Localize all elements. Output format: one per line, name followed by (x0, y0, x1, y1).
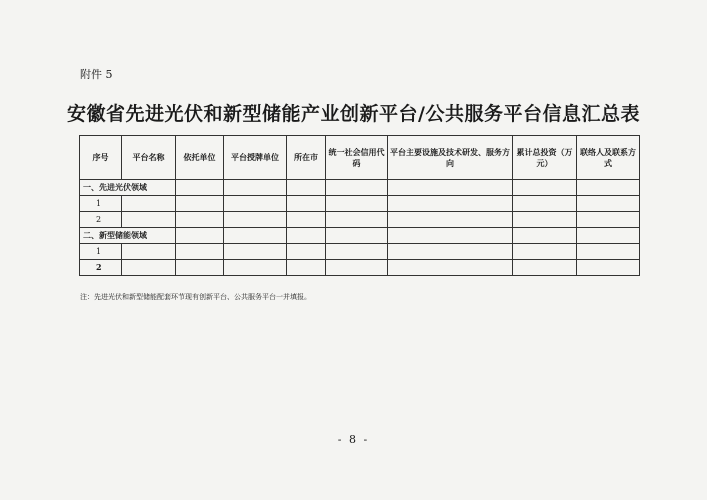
table-row (80, 260, 640, 276)
header-cell-city: 所在市 (287, 136, 326, 180)
table-row (80, 212, 640, 228)
row-index: 1 (80, 196, 122, 212)
header-cell-awarding-unit: 平台授牌单位 (224, 136, 287, 180)
header-cell-host-unit: 依托单位 (176, 136, 224, 180)
page-number: - 8 - (337, 433, 370, 446)
section-label-storage: 二、新型储能领域 (80, 228, 176, 244)
header-cell-platform-name: 平台名称 (122, 136, 176, 180)
header-cell-index: 序号 (80, 136, 122, 180)
section-row-storage (80, 228, 640, 244)
row-index: 2 (80, 260, 122, 276)
header-cell-investment: 累计总投资（万元） (513, 136, 577, 180)
table-note: 注：先进光伏和新型储能配套环节现有创新平台、公共服务平台一并填报。 (80, 293, 311, 301)
table-row (80, 244, 640, 260)
table-row (80, 196, 640, 212)
row-index: 1 (80, 244, 122, 260)
header-cell-contact: 联络人及联系方式 (577, 136, 640, 180)
section-label-pv: 一、先进光伏领域 (80, 180, 176, 196)
header-cell-facilities: 平台主要设施及技术研发、服务方向 (388, 136, 513, 180)
document-title: 安徽省先进光伏和新型储能产业创新平台/公共服务平台信息汇总表 (67, 103, 640, 125)
row-index: 2 (80, 212, 122, 228)
section-row-pv (80, 180, 640, 196)
header-row (80, 136, 640, 180)
header-cell-credit-code: 统一社会信用代码 (326, 136, 388, 180)
platform-summary-table (79, 135, 640, 276)
annex-label: 附件 5 (80, 68, 113, 81)
